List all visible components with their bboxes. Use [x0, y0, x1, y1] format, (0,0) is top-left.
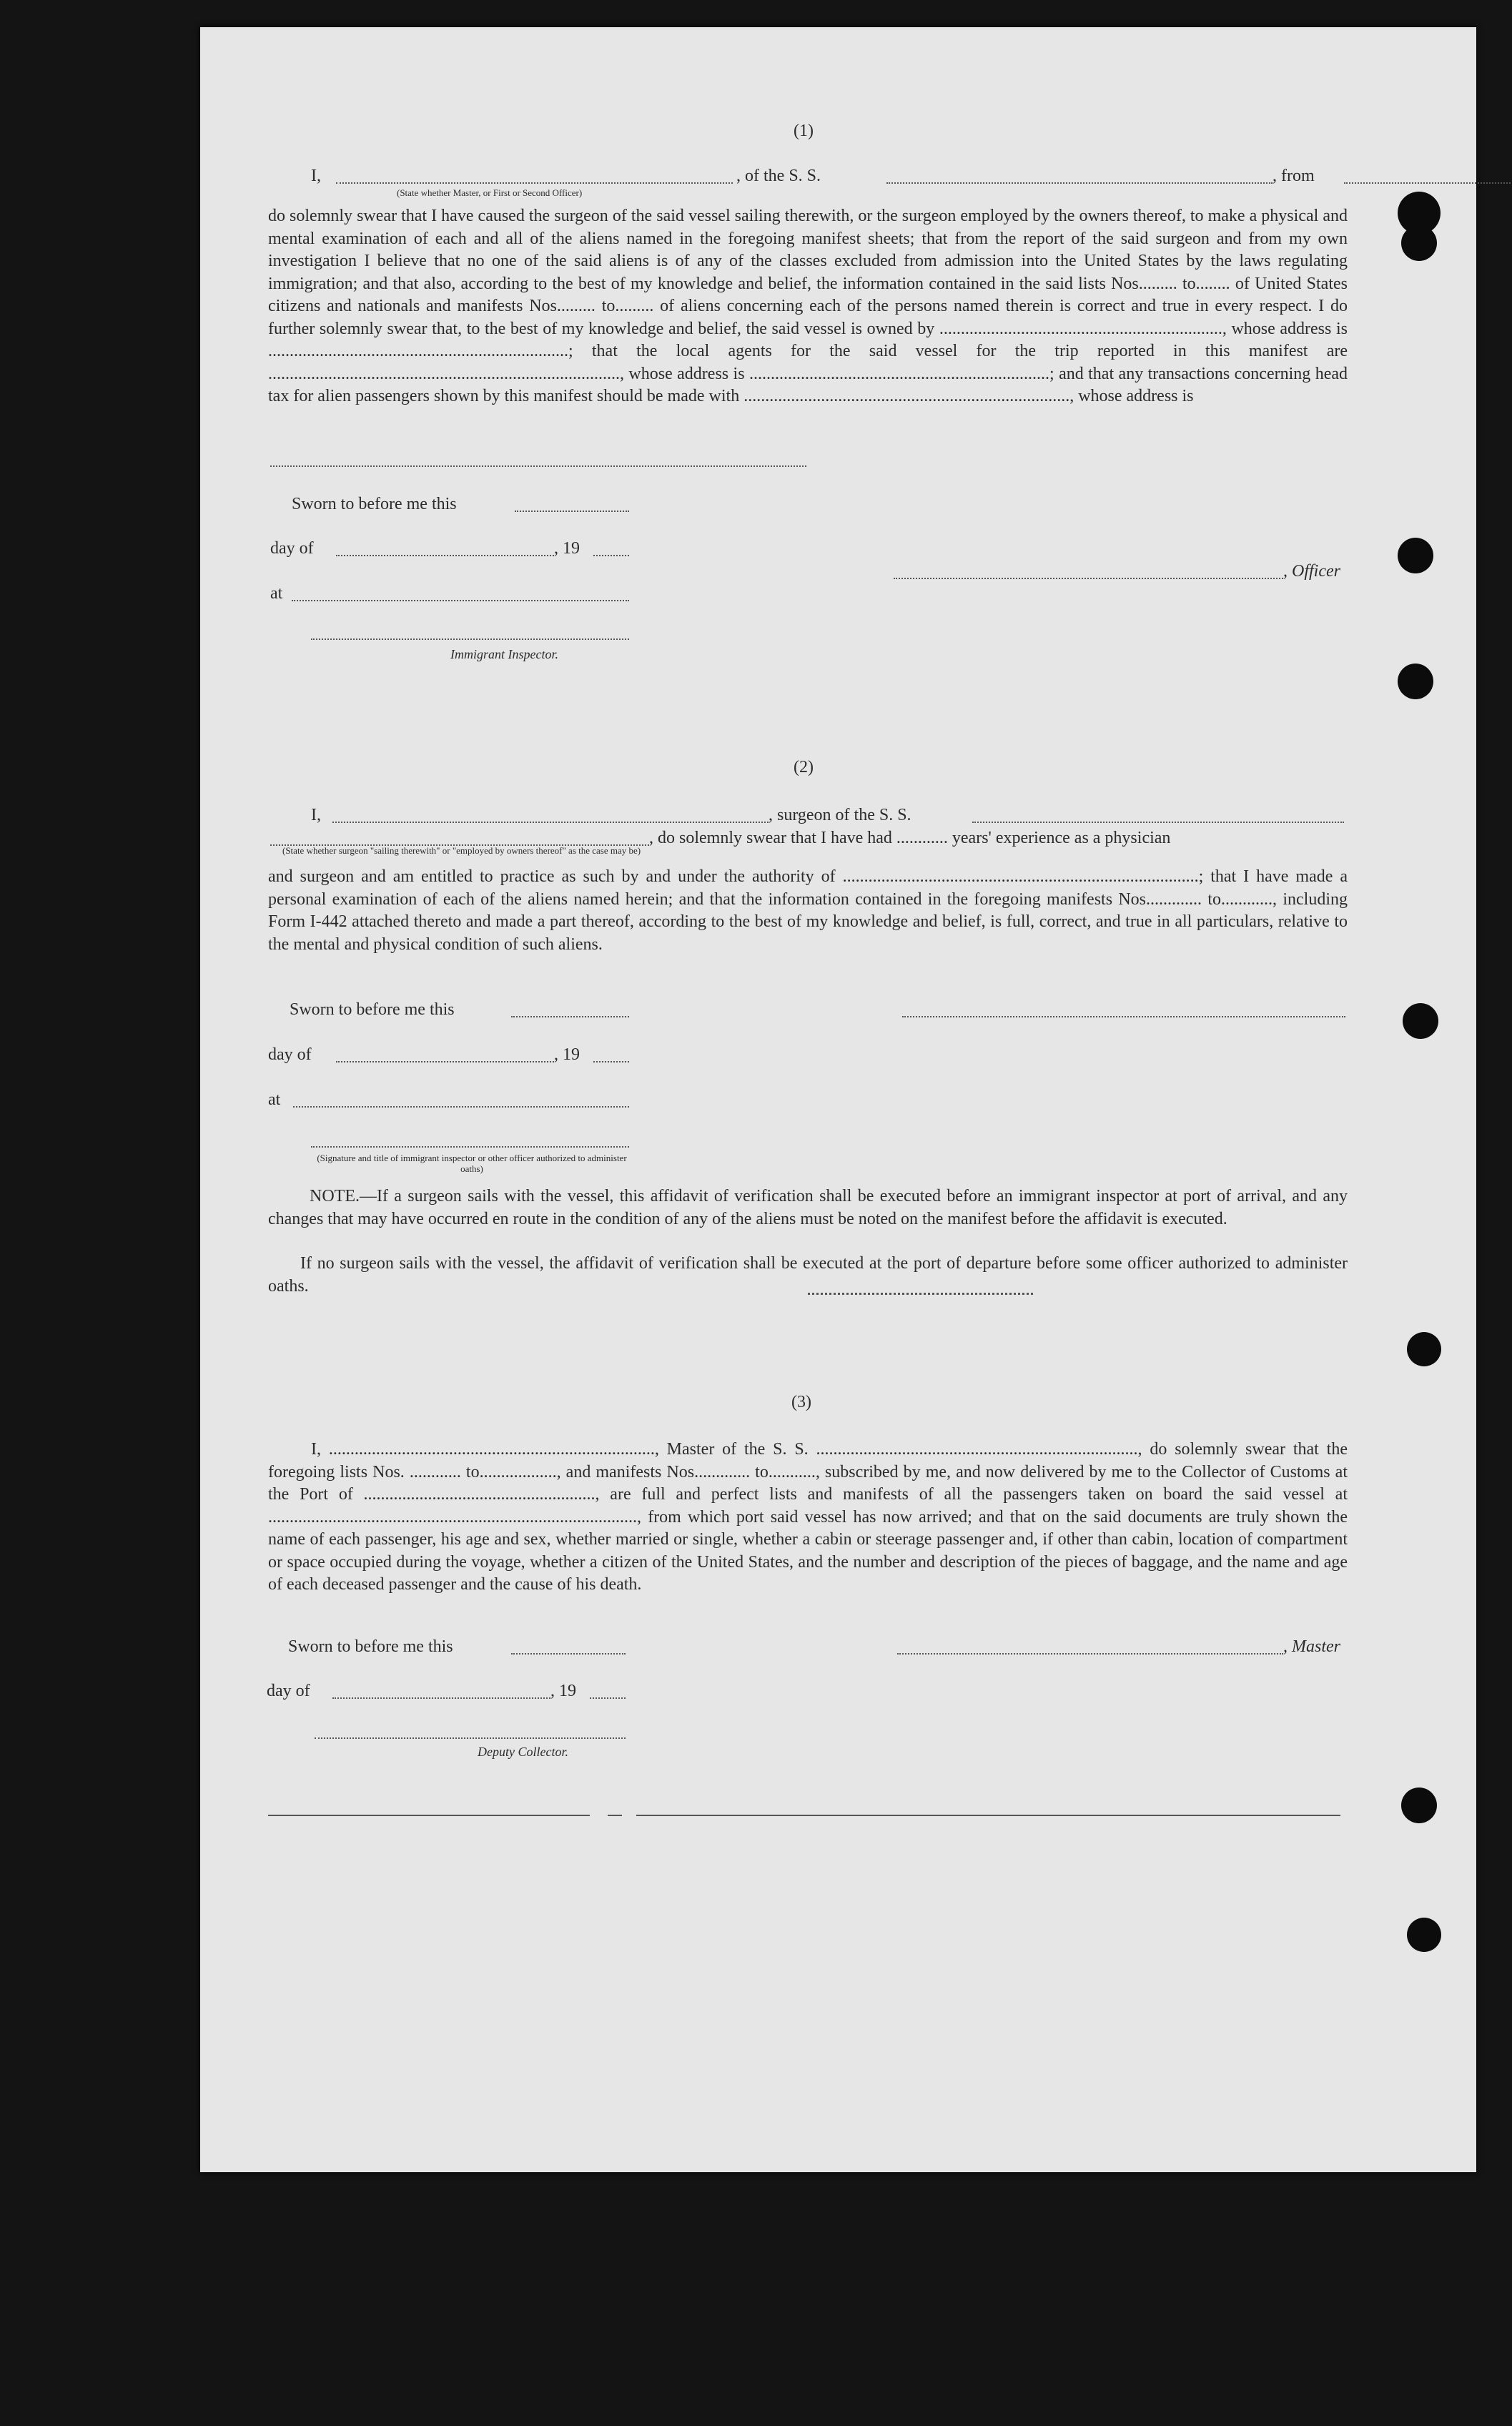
- s1-day-of: day of: [270, 539, 314, 558]
- s2-note-1: NOTE.—If a surgeon sails with the vessel, this affidavit of verification shall be executed before an immigrant inspector at port of arrival, and any changes that may have occurred en route in the condition of any of the aliens must be noted on the manifest before the affidavit is executed.: [268, 1187, 1348, 1228]
- s1-year: , 19: [554, 539, 580, 558]
- punch-hole-icon: [1407, 1332, 1441, 1366]
- s3-collector-caption: Deputy Collector.: [478, 1745, 568, 1759]
- s2-signature-caption: (Signature and title of immigrant inspector or other officer authorized to administer oaths): [317, 1153, 627, 1174]
- punch-hole-icon: [1407, 1918, 1441, 1952]
- punch-hole-icon: [1398, 664, 1433, 699]
- s2-year: , 19: [554, 1045, 580, 1064]
- punch-hole-icon: [1403, 1003, 1438, 1039]
- s3-day-of: day of: [267, 1682, 310, 1700]
- s2-sworn: Sworn to before me this: [290, 1000, 455, 1019]
- s1-at: at: [270, 584, 283, 603]
- s1-officer-label: , Officer: [1283, 562, 1340, 581]
- s2-surgeon-of-ss: , surgeon of the S. S.: [769, 806, 911, 824]
- s2-surgeon-caption: (State whether surgeon "sailing therewith" or "employed by owners thereof" as the case may be): [282, 845, 641, 856]
- s1-of-ss: , of the S. S.: [736, 167, 821, 185]
- s1-body: do solemnly swear that I have caused the surgeon of the said vessel sailing therewith, or the surgeon employed by the owners thereof, to make a physical and mental examination of each and all of the aliens named in the foregoing manifest sheets; that from the report of the said surgeon and from my own investigation I believe that no one of the said aliens is of any of the classes excluded from admission into the United States by the laws regulating immigration; and that also, according to the best of my knowledge and belief, the information contained in the said lists Nos......... to........ of United States citizens and nationals and manifests Nos......... to......... of aliens concerning each of the persons named therein is correct and true in every respect. I do further solemnly swear that, to the best of my knowledge and belief, the said vessel is owned by .................................................................., whose address is ......................................................................; that the local agents for the said vessel for the trip reported in this manifest are .................................................................................., whose address is ......................................................................; and that any transactions concerning head tax for alien passengers shown by this manifest should be made with ............................................................................, whose address is: [268, 207, 1348, 405]
- s2-body: and surgeon and am entitled to practice as such by and under the authority of ...................................................................................; that I have made a personal examination of each of the aliens named herein; and that the information contained in the foregoing manifests Nos............. to............, including Form I-442 attached thereto and made a part thereof, according to the best of my knowledge and belief, is full, correct, and true in all particulars, relative to the mental and physical condition of such aliens.: [268, 867, 1348, 954]
- s3-body: I, ............................................................................, Master of the S. S. ..........................................................................., do solemnly swear that the foregoing lists Nos. ............ to.................., and manifests Nos............. to..........., subscribed by me, and now delivered by me to the Collector of Customs at the Port of ......................................................, are full and perfect lists and manifests of all the passengers taken on board the said vessel at ......................................................................................, from which port said vessel has now arrived; and that on the said documents are truly shown the name of each passenger, his age and sex, whether married or single, whether a cabin or steerage passenger and, if other than cabin, location of compartment or space occupied during the voyage, whether a citizen of the United States, and the number and description of the pieces of baggage, and the name and age of each deceased passenger and the cause of his death.: [268, 1440, 1348, 1594]
- s3-year: , 19: [550, 1682, 576, 1700]
- s3-master-label: , Master: [1283, 1637, 1340, 1656]
- s2-at: at: [268, 1090, 281, 1109]
- s1-from: , from: [1273, 167, 1315, 185]
- s1-inspector-caption: Immigrant Inspector.: [450, 647, 558, 661]
- s1-intro-i: I,: [311, 167, 321, 185]
- s3-sworn: Sworn to before me this: [288, 1637, 453, 1656]
- s2-note-2: If no surgeon sails with the vessel, the affidavit of verification shall be executed at the port of departure before some officer authorized to administer oaths.: [268, 1254, 1348, 1296]
- s2-day-of: day of: [268, 1045, 312, 1064]
- s2-note-label: NOTE.: [310, 1187, 360, 1205]
- s1-sworn: Sworn to before me this: [292, 495, 457, 513]
- punch-hole-icon: [1398, 538, 1433, 573]
- section-2-number: (2): [794, 758, 814, 776]
- punch-hole-icon: [1401, 225, 1437, 261]
- punch-hole-icon: [1401, 1788, 1437, 1823]
- s1-officer-caption: (State whether Master, or First or Second Officer): [397, 187, 583, 198]
- section-3-number: (3): [791, 1393, 811, 1411]
- section-1-number: (1): [794, 122, 814, 140]
- s2-intro-i: I,: [311, 806, 321, 824]
- s2-swear: , do solemnly swear that I have had ............ years' experience as a physician: [649, 829, 1171, 847]
